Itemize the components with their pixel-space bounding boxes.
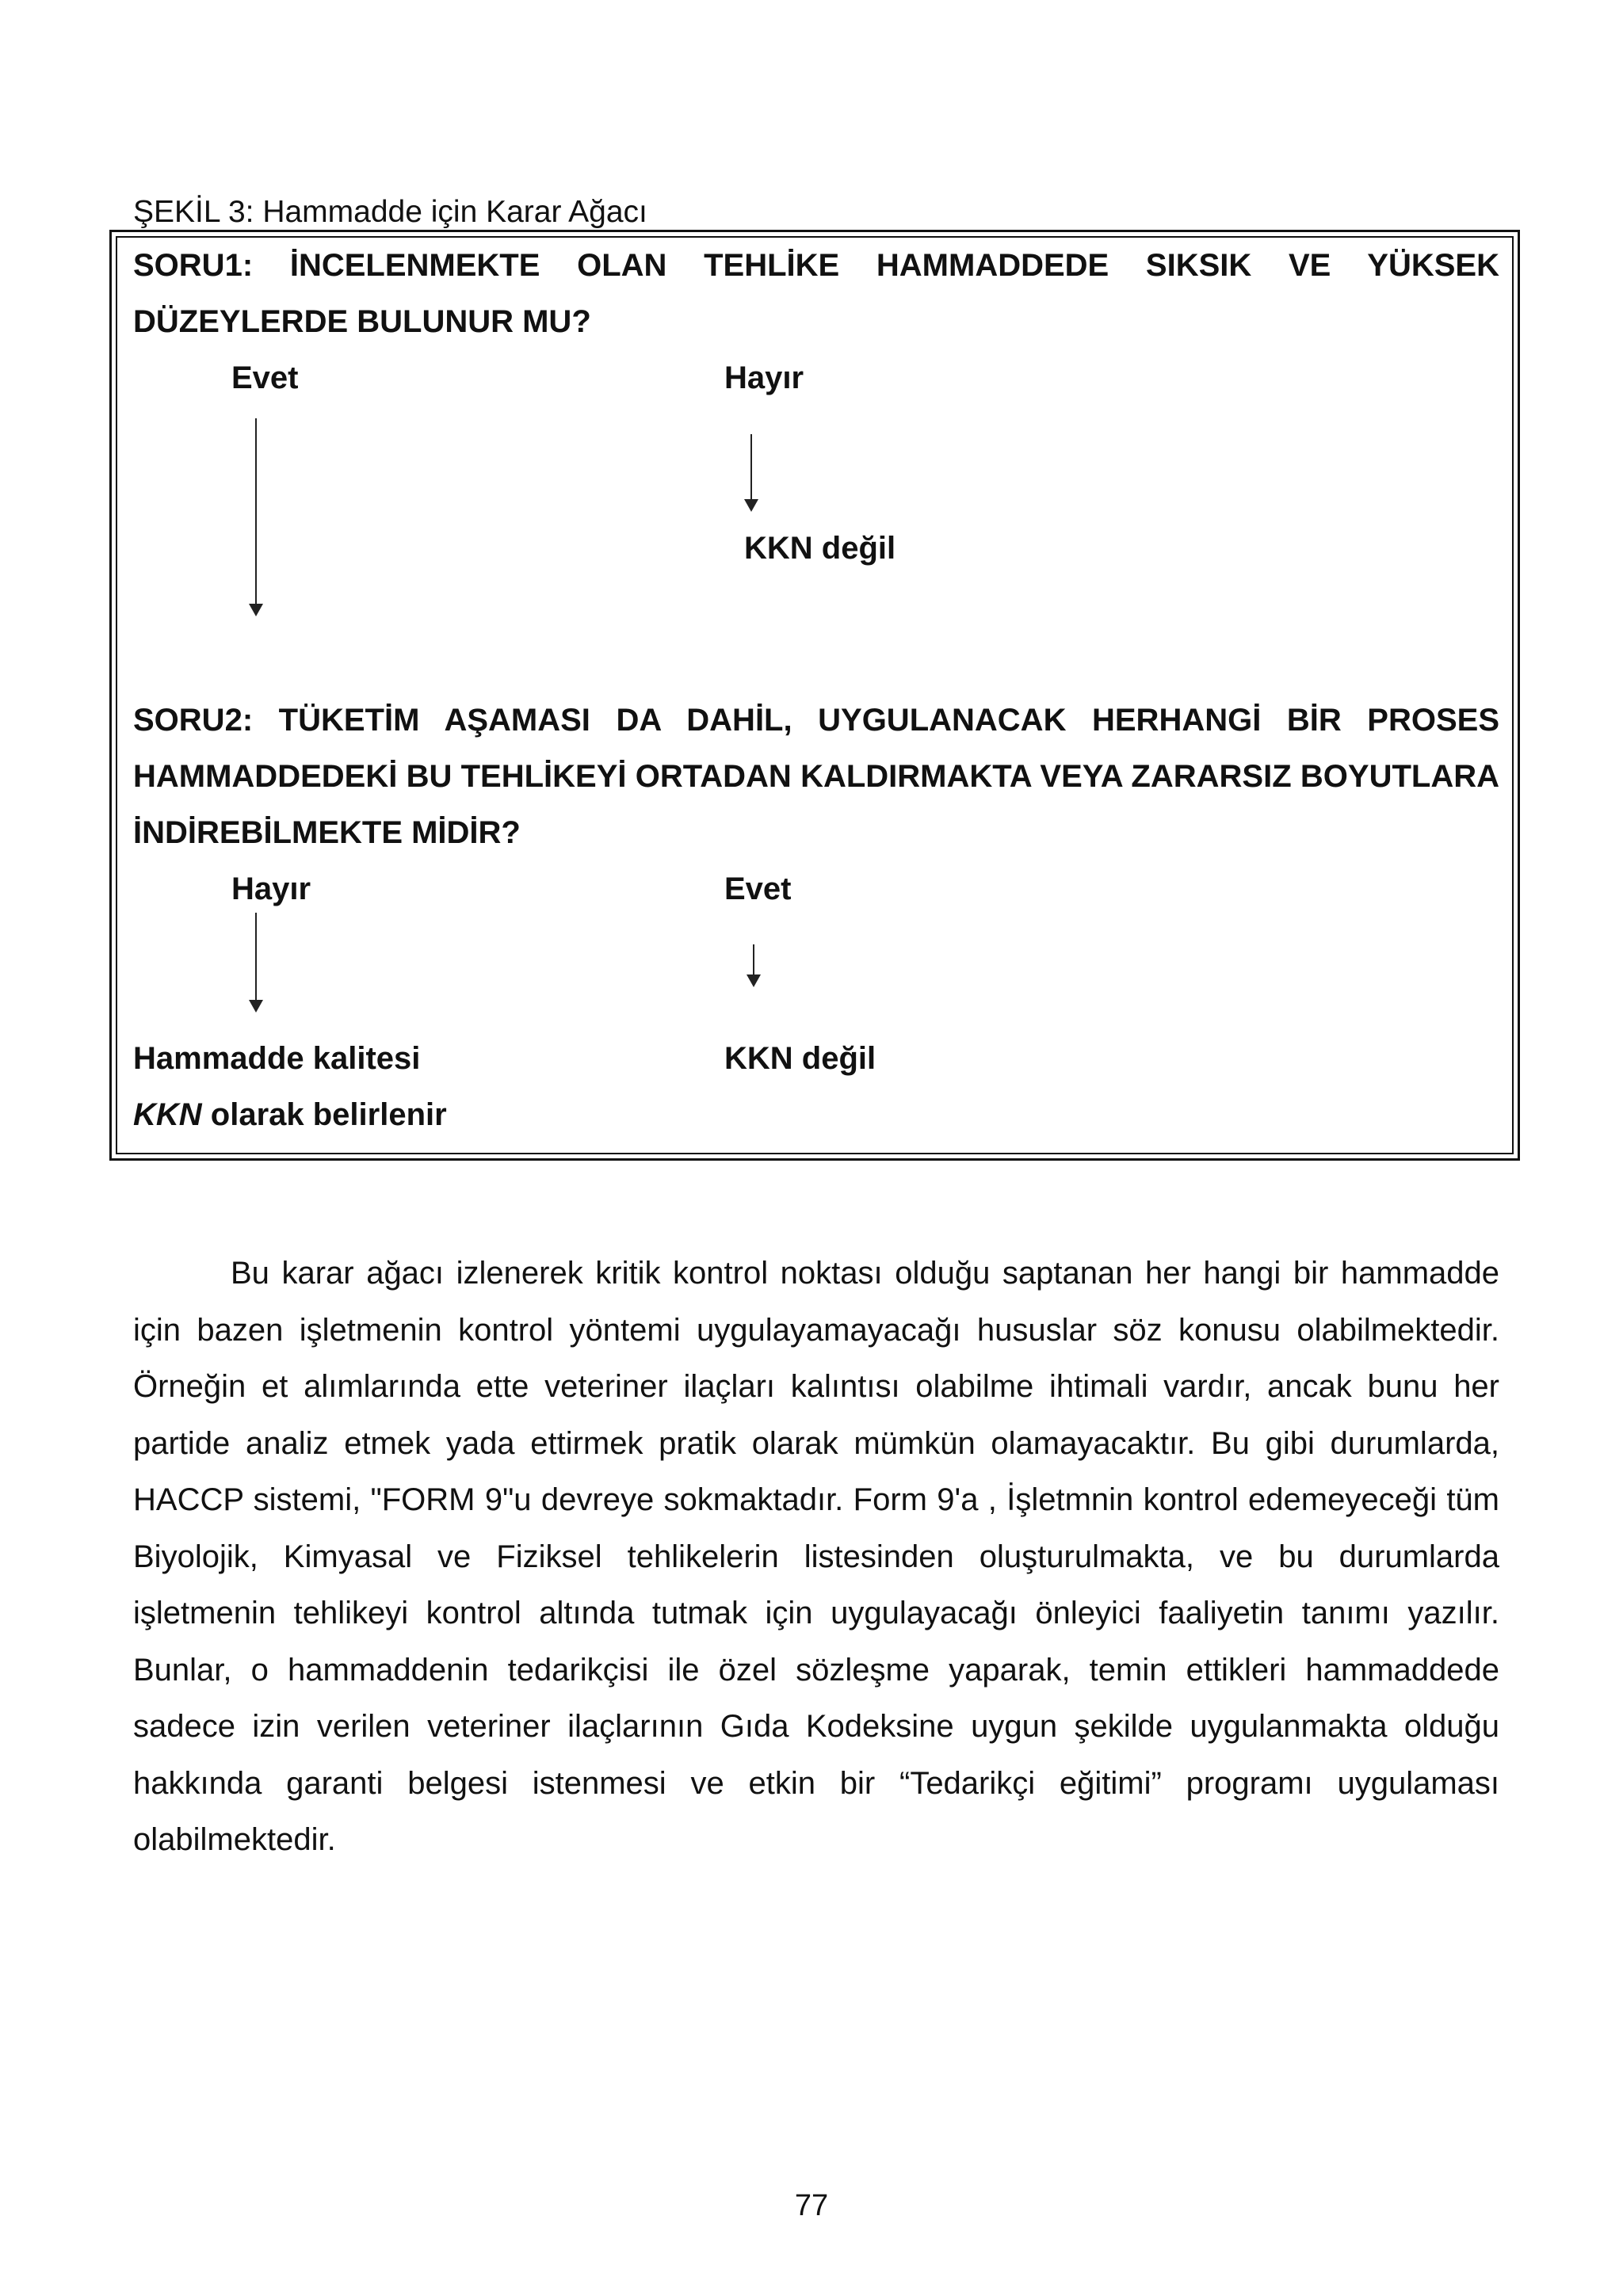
q2-yes-arrow — [753, 944, 754, 976]
q2-no-result-line2 — [133, 1097, 447, 1133]
q1-no-arrow — [750, 434, 752, 501]
q1-no-result: KKN değil — [744, 531, 896, 566]
q2-no-result-line1: Hammadde kalitesi — [133, 1041, 421, 1076]
question-1: SORU1: İNCELENMEKTE OLAN TEHLİKE HAMMADDEDE SIKSIK VE YÜKSEK DÜZEYLERDE BULUNUR MU? — [133, 248, 1499, 339]
page-number: 77 — [794, 2189, 829, 2222]
q2-no-result-line2-rest: olarak belirlenir — [201, 1097, 447, 1132]
question-2: SORU2: TÜKETİM AŞAMASI DA DAHİL, UYGULANACAK HERHANGİ BİR PROSES HAMMADDEDEKİ BU TEHLİKEYİ ORTADAN KALDIRMAKTA VEYA ZARARSIZ BOYUTLARA İNDİREBİLMEKTE MİDİR? — [133, 703, 1499, 850]
q2-yes-result: KKN değil — [724, 1041, 876, 1076]
q2-yes-label: Evet — [724, 871, 792, 906]
q1-no-label: Hayır — [724, 360, 804, 395]
kkn-abbreviation: KKN — [133, 1097, 202, 1132]
q1-yes-label: Evet — [231, 360, 299, 395]
figure-caption: ŞEKİL 3: Hammadde için Karar Ağacı — [133, 195, 647, 229]
q2-no-arrow — [255, 913, 257, 1001]
body-paragraph: Bu karar ağacı izlenerek kritik kontrol noktası olduğu saptanan her hangi bir hammadde için bazen işletmenin kontrol yöntemi uygulayamayacağı hususlar söz konusu olabilmektedir. Örneğin et alımlarında ette veteriner ilaçları kalıntısı olabilme ihtimali vardır, ancak bunu her partide analiz etmek yada ettirmek pratik olarak mümkün olamayacaktır. Bu gibi durumlarda, HACCP sistemi, "FORM 9"u devreye sokmaktadır. Form 9'a , İşletmnin kontrol edemeyeceği tüm Biyolojik, Kimyasal ve Fiziksel tehlikelerin listesinden oluşturulmakta, ve bu durumlarda işletmenin tehlikeyi kontrol altında tutmak için uygulayacağı önleyici faaliyetin tanımı yazılır. Bunlar, o hammaddenin tedarikçisi ile özel sözleşme yaparak, temin ettikleri hammaddede sadece izin verilen veteriner ilaçlarının Gıda Kodeksine uygun şekilde uygulanmakta olduğu hakkında garanti belgesi istenmesi ve etkin bir “Tedarikçi eğitimi” programı uygulaması olabilmektedir. — [133, 1256, 1499, 1857]
q2-no-label: Hayır — [231, 871, 311, 906]
q1-yes-arrow — [255, 418, 257, 605]
